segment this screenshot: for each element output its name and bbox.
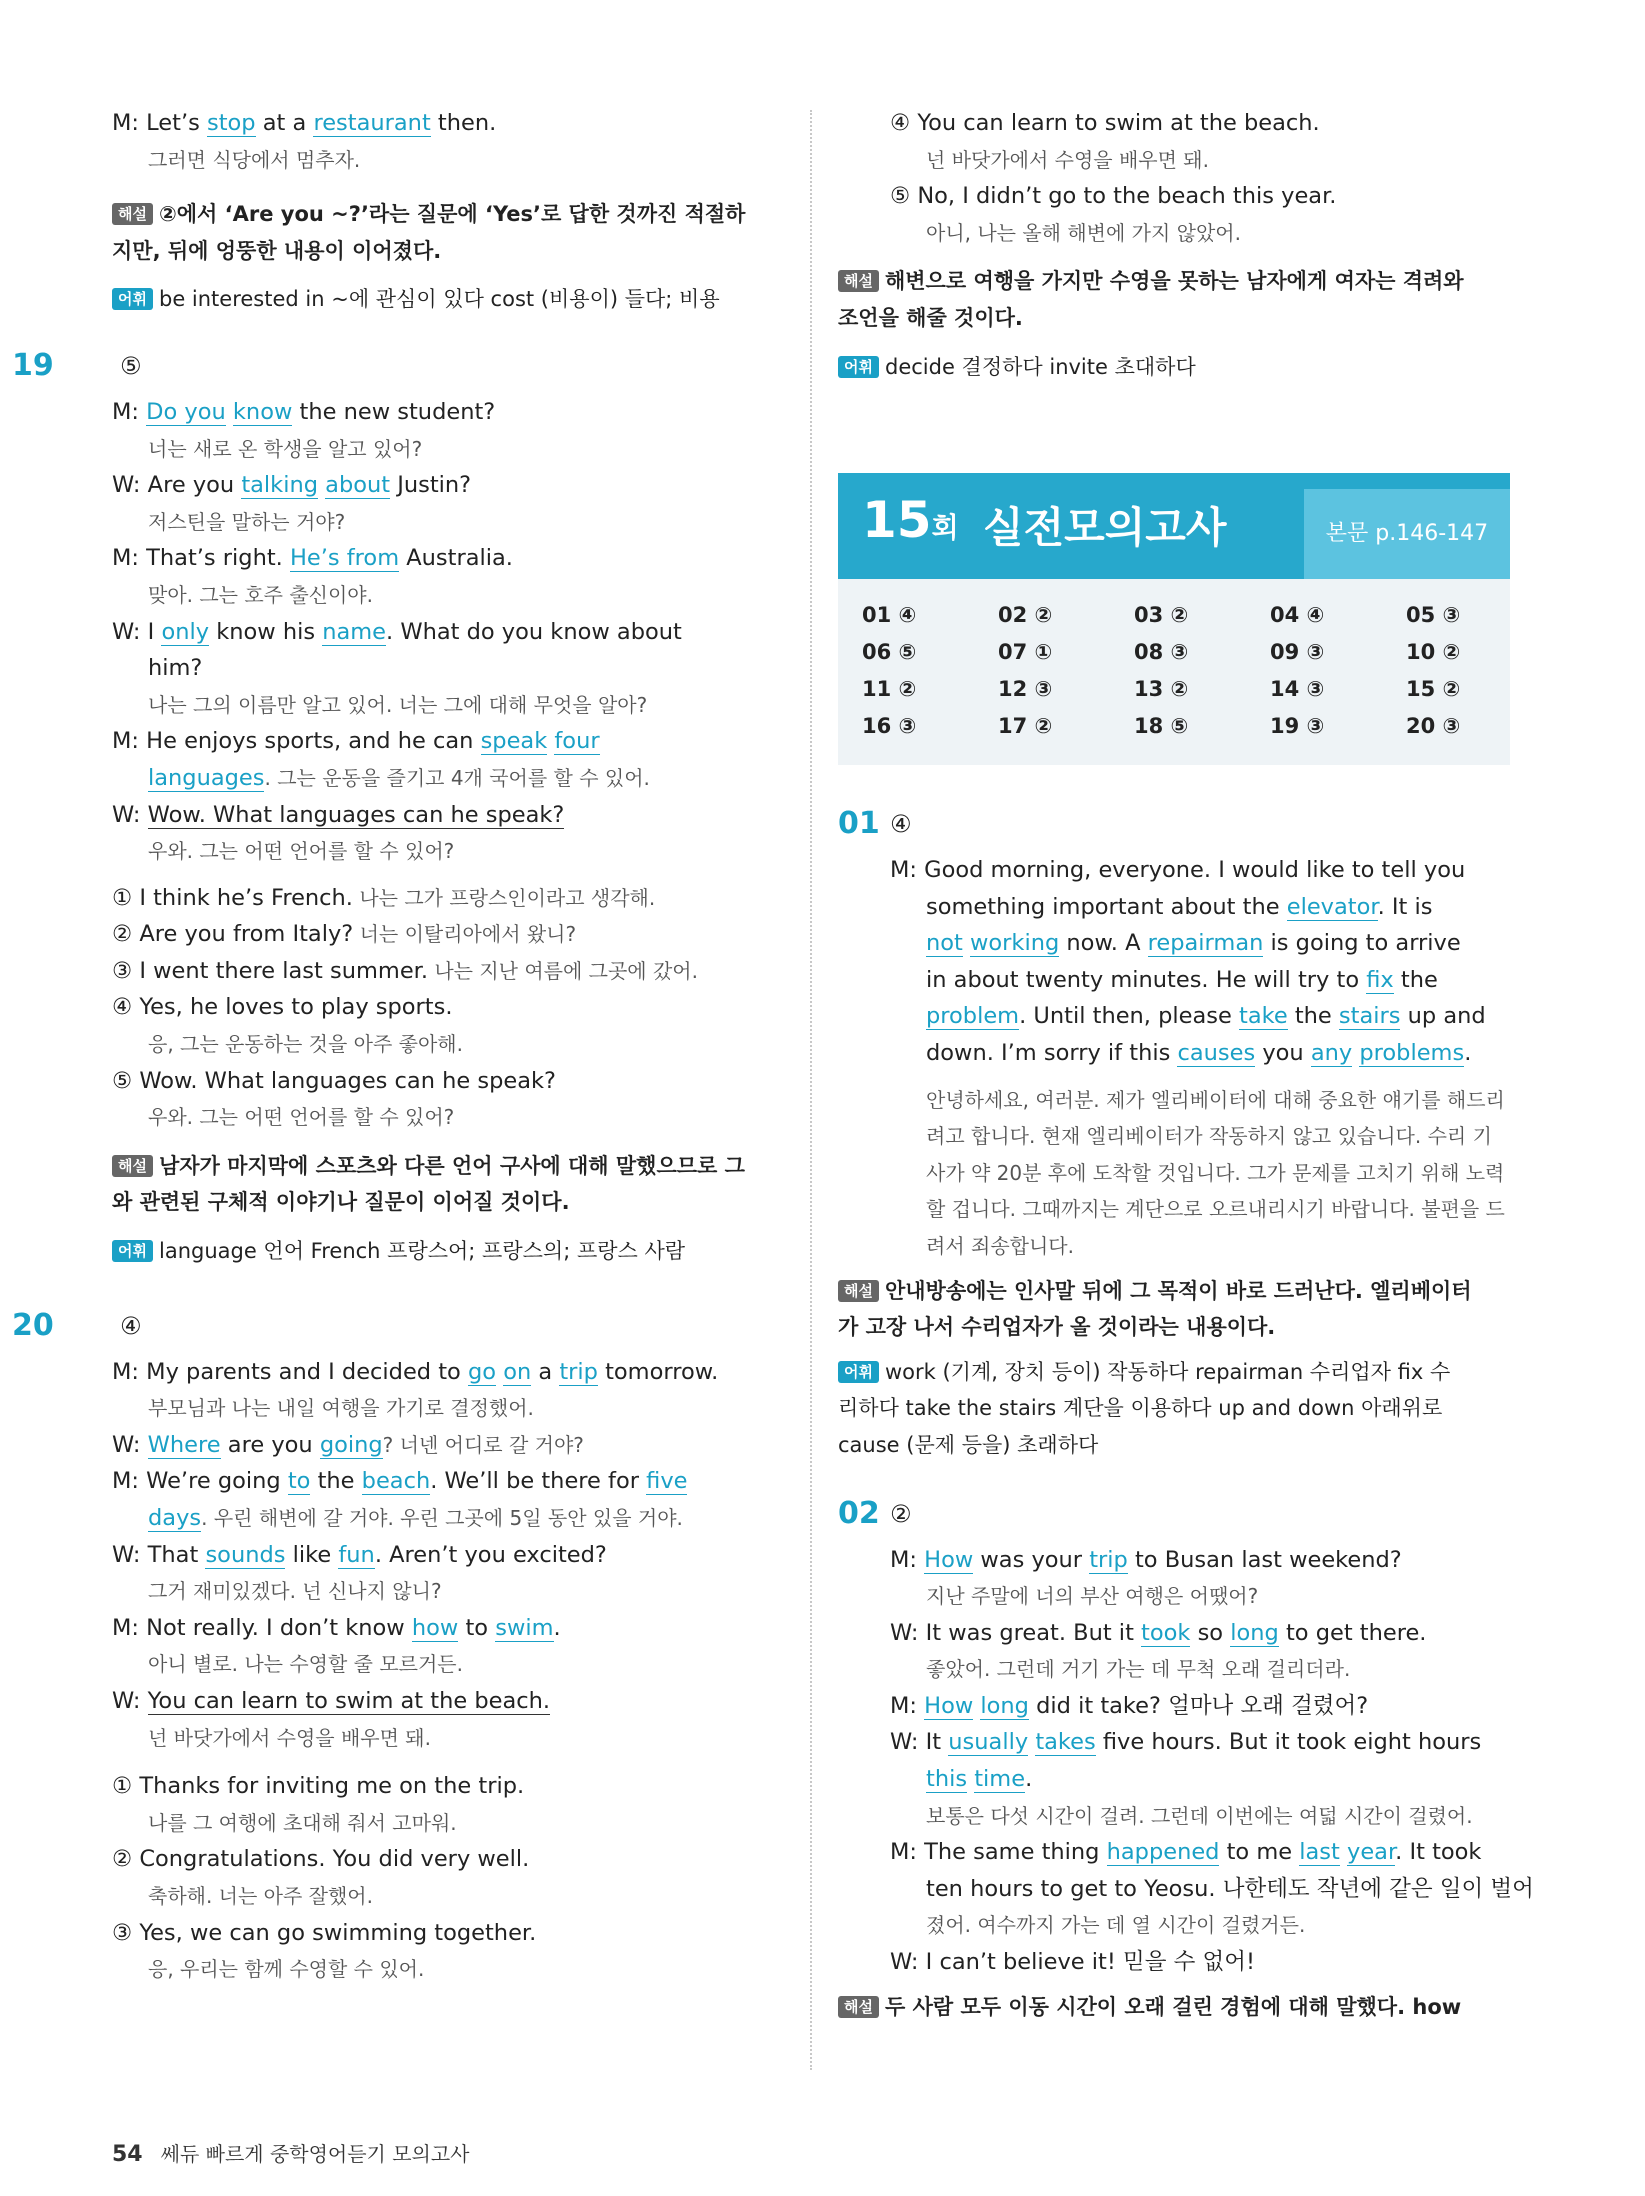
question-header	[838, 1486, 1510, 1542]
answer-cell: 13 ②	[1134, 677, 1189, 701]
answer-cell: 11 ②	[862, 677, 917, 701]
answer-cell: 04 ④	[1270, 603, 1325, 627]
vocab-note: 어휘 be interested in ~에 관심이 있다 cost (비용이) 들다; 비용	[112, 281, 780, 318]
left-column: M: Let’s stop at a restaurant then. 그러면 식당에서 멈추자. 해설 ②에서 ‘Are you ~?’라는 질문에 ‘Yes’로 답한 것까진 적절하 지만, 뒤에 엉뚱한 내용이 이어졌다. 어휘 be interested in ~에 관심이 있다 cost (비용이) 들다; 비용 19 ⑤ M: Do you know the new student? 너는 새로 온 학생을 알고 있어? W: Are you talking about Justin? 저스틴을 말하는 거야? M: That’s right. He’s from Australia. 맞아. 그는 호주 출신이야. W: I only know his name. What do you know about him? 나는 그의 이름만 알고 있어. 너는 그에 대해 무엇을 알아? M: He enjoys sports, and he can speak four languages. 그는 운동을 즐기고 4개 국어를 할 수 있어. W: Wow. What languages can he speak? 우와. 그는 어떤 언어를 할 수 있어? ① I think he’s French. 나는 그가 프랑스인이라고 생각해. ② Are you from Italy? 너는 이탈리아에서 왔니? ③ I went there last summer. 나는 지난 여름에 그곳에 갔어. ④ Yes, he loves to play sports. 응, 그는 운동하는 것을 아주 좋아해. ⑤ Wow. What languages can he speak? 우와. 그는 어떤 언어를 할 수 있어? 해설 남자가 마지막에 스포츠와 다른 언어 구사에 대해 말했으므로 그 와 관련된 구체적 이야기나 질문이 이어질 것이다. 어휘 language 언어 French 프랑스어; 프랑스의; 프랑스 사람 20 ④ M: My parents and I decided to go on a trip tomorrow. 부모님과 나는 내일 여행을 가기로 결정했어. W: Where are you going? 너넨 어디로 갈 거야? M: We’re going to the beach. We’ll be there for five days. 우린 해변에 갈 거야. 우린 그곳에 5일 동안 있을 거야. W: That sounds like fun. Aren’t you excited? 그거 재미있겠다. 넌 신나지 않니? M: Not really. I don’t know how to swim. 아니 별로. 나는 수영할 줄 모르거든. W: You can learn to swim at the beach. 넌 바닷가에서 수영을 배우면 돼. ① Thanks for inviting me on the trip. 나를 그 여행에 초대해 줘서 고마워. ② Congratulations. You did very well. 축하해. 너는 아주 잘했어. ③ Yes, we can go swimming together. 응, 우리는 함께 수영할 수 있어.	[112, 105, 780, 1988]
choice-item: ③ I went there last summer. 나는 지난 여름에 그곳에 갔어.	[112, 957, 698, 984]
test-header	[838, 473, 1510, 579]
translation: 안녕하세요, 여러분. 제가 엘리베이터에 대해 중요한 얘기를 해드리	[926, 1087, 1505, 1112]
answer-cell: 15 ②	[1406, 677, 1461, 701]
explanation-note: 해설 해변으로 여행을 가지만 수영을 못하는 남자에게 여자는 격려와	[838, 263, 1510, 300]
choice-item: ④ Yes, he loves to play sports.	[112, 994, 453, 1021]
explanation-note: 해설 안내방송에는 인사말 뒤에 그 목적이 바로 드러난다. 엘리베이터	[838, 1273, 1510, 1310]
answer-mark: ④	[890, 810, 912, 838]
test-title: 실전모의고사	[983, 503, 1227, 552]
answer-cell: 19 ③	[1270, 714, 1325, 738]
answer-cell: 10 ②	[1406, 640, 1461, 664]
right-column-lower: 01 ④ M: Good morning, everyone. I would like to tell you something important about the elevator. It is not working now. A repairman is going to arrive in about twenty minutes. He will try to fix the problem. Until then, please take the stairs up and down. I’m sorry if this causes you any problems. 안녕하세요, 여러분. 제가 엘리베이터에 대해 중요한 얘기를 해드리 려고 합니다. 현재 엘리베이터가 작동하지 않고 있습니다. 수리 기 사가 약 20분 후에 도착할 것입니다. 그가 문제를 고치기 위해 노력 할 겁니다. 그때까지는 계단으로 오르내리시기 바랍니다. 불편을 드 려서 죄송합니다. 해설 안내방송에는 인사말 뒤에 그 목적이 바로 드러난다. 엘리베이터 가 고장 나서 수리업자가 올 것이라는 내용이다. 어휘 work (기계, 장치 등이) 작동하다 repairman 수리업자 fix 수 리하다 take the stairs 계단을 이용하다 up and down 아래위로 cause (문제 등을) 초래하다 02 ② M: How was your trip to Busan last weekend? 지난 주말에 너의 부산 여행은 어땠어? W: It was great. But it took so long to get there. 좋았어. 그런데 거기 가는 데 무척 오래 걸리더라. M: How long did it take? 얼마나 오래 걸렸어? W: It usually takes five hours. But it took eight hours this time. 보통은 다섯 시간이 걸려. 그런데 이번에는 여덟 시간이 걸렸어. M: The same thing happened to me last year. It took ten hours to get to Yeosu. 나한테도 작년에 같은 일이 벌어 졌어. 여수까지 가는 데 열 시간이 걸렸거든. W: I can’t believe it! 믿을 수 없어! 해설 두 사람 모두 이동 시간이 오래 걸린 경험에 대해 말했다. how	[890, 796, 1510, 2025]
question-number: 02	[838, 1495, 880, 1531]
question-header	[12, 1298, 780, 1354]
explanation-note: 해설 두 사람 모두 이동 시간이 오래 걸린 경험에 대해 말했다. how	[838, 1989, 1510, 2026]
choice-item: ⑤ Wow. What languages can he speak?	[112, 1067, 556, 1094]
page-reference: 본문 p.146-147	[1304, 489, 1510, 579]
answer-cell: 14 ③	[1270, 677, 1325, 701]
explanation-note: 해설 남자가 마지막에 스포츠와 다른 언어 구사에 대해 말했으므로 그	[112, 1148, 780, 1185]
choice-item: ① Thanks for inviting me on the trip.	[112, 1773, 525, 1800]
vocab-note: 어휘 language 언어 French 프랑스어; 프랑스의; 프랑스 사람	[112, 1233, 780, 1270]
answer-cell: 18 ⑤	[1134, 714, 1189, 738]
question-header	[838, 796, 1510, 852]
column-divider	[810, 110, 812, 2070]
answer-grid	[838, 579, 1510, 765]
right-column: ④ You can learn to swim at the beach. 넌 바닷가에서 수영을 배우면 돼. ⑤ No, I didn’t go to the beach this year. 아니, 나는 올해 해변에 가지 않았어. 해설 해변으로 여행을 가지만 수영을 못하는 남자에게 여자는 격려와 조언을 해줄 것이다. 어휘 decide 결정하다 invite 초대하다	[890, 105, 1510, 385]
test-number: 15회	[862, 491, 959, 549]
question-number: 20	[12, 1307, 54, 1343]
answer-mark: ⑤	[120, 351, 142, 380]
page-footer	[112, 2138, 470, 2167]
choice-item: ④ You can learn to swim at the beach.	[890, 110, 1320, 136]
vocab-note: 어휘 decide 결정하다 invite 초대하다	[838, 349, 1510, 386]
question-number: 19	[12, 347, 54, 383]
answer-cell: 16 ③	[862, 714, 917, 738]
choice-item: ① I think he’s French. 나는 그가 프랑스인이라고 생각해.	[112, 884, 656, 911]
choice-item: ⑤ No, I didn’t go to the beach this year.	[890, 183, 1337, 210]
dialogue-line: M: Do you know the new student?	[112, 398, 496, 425]
translation: 그러면 식당에서 멈추자.	[148, 147, 361, 172]
answer-mark: ②	[890, 1499, 912, 1528]
answer-cell: 08 ③	[1134, 640, 1189, 664]
answer-cell: 12 ③	[998, 677, 1053, 701]
answer-cell: 09 ③	[1270, 640, 1325, 664]
answer-mark: ④	[120, 1311, 142, 1340]
answer-cell: 03 ②	[1134, 603, 1189, 627]
answer-cell: 01 ④	[862, 603, 917, 627]
choice-item: ③ Yes, we can go swimming together.	[112, 1919, 537, 1946]
answer-cell: 07 ①	[998, 640, 1053, 664]
choice-item: ② Are you from Italy? 너는 이탈리아에서 왔니?	[112, 921, 577, 948]
question-number: 01	[838, 806, 880, 841]
question-header	[12, 338, 780, 394]
answer-cell: 17 ②	[998, 714, 1053, 738]
answer-cell: 06 ⑤	[862, 640, 917, 664]
answer-cell: 20 ③	[1406, 714, 1461, 738]
answer-cell: 05 ③	[1406, 603, 1461, 627]
dialogue-line: M: Let’s stop at a restaurant then.	[112, 110, 497, 136]
answer-cell: 02 ②	[998, 603, 1053, 627]
choice-item: ② Congratulations. You did very well.	[112, 1846, 530, 1873]
vocab-note: 어휘 work (기계, 장치 등이) 작동하다 repairman 수리업자 fix 수	[838, 1354, 1510, 1391]
page-number: 54	[112, 2142, 143, 2167]
book-title: 쎄듀 빠르게 중학영어듣기 모의고사	[160, 2142, 470, 2166]
explanation-note: 해설 ②에서 ‘Are you ~?’라는 질문에 ‘Yes’로 답한 것까진 적절하	[112, 196, 780, 233]
